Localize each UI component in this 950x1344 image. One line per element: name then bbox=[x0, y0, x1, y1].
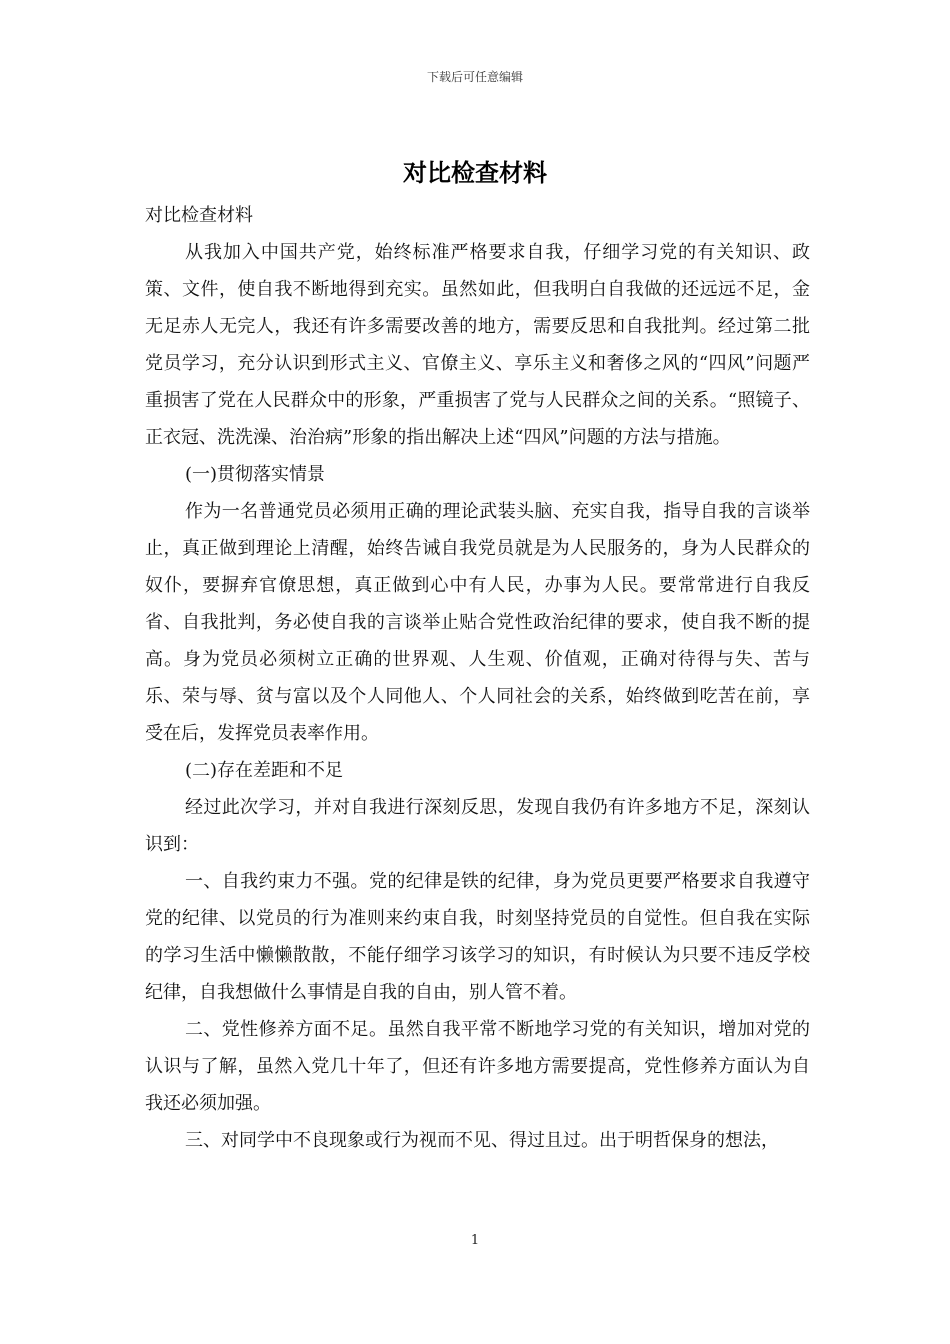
document-body bbox=[145, 197, 810, 1159]
paragraph-intro: 从我加入中国共产党，始终标准严格要求自我，仔细学习党的有关知识、政策、文件，使自我不断地得到充实。虽然如此，但我明白自我做的还远远不足，金无足赤人无完人，我还有许多需要改善的地方，需要反思和自我批判。经过第二批党员学习，充分认识到形式主义、官僚主义、享乐主义和奢侈之风的“四风”问题严重损害了党在人民群众中的形象，严重损害了党与人民群众之间的关系。“照镜子、正衣冠、洗洗澡、治治病”形象的指出解决上述“四风”问题的方法与措施。 bbox=[145, 242, 810, 448]
section-heading-implementation: (一)贯彻落实情景 bbox=[185, 464, 326, 485]
paragraph-gaps-intro: 经过此次学习，并对自我进行深刻反思，发现自我仍有许多地方不足，深刻认识到： bbox=[145, 797, 810, 855]
subtitle-line: 对比检查材料 bbox=[145, 205, 253, 226]
paragraph-implementation: 作为一名普通党员必须用正确的理论武装头脑、充实自我，指导自我的言谈举止，真正做到理论上清醒，始终告诫自我党员就是为人民服务的，身为人民群众的奴仆，要摒弃官僚思想，真正做到心中有人民，办事为人民。要常常进行自我反省、自我批判，务必使自我的言谈举止贴合党性政治纪律的要求，使自我不断的提高。身为党员必须树立正确的世界观、人生观、价值观，正确对待得与失、苦与乐、荣与辱、贫与富以及个人同他人、个人同社会的关系，始终做到吃苦在前，享受在后，发挥党员表率作用。 bbox=[145, 501, 810, 744]
paragraph-point-one: 一、自我约束力不强。党的纪律是铁的纪律，身为党员更要严格要求自我遵守党的纪律、以党员的行为准则来约束自我，时刻坚持党员的自觉性。但自我在实际的学习生活中懒懒散散，不能仔细学习该学习的知识，有时候认为只要不违反学校纪律，自我想做什么事情是自我的自由，别人管不着。 bbox=[145, 871, 810, 1003]
paragraph-point-two: 二、党性修养方面不足。虽然自我平常不断地学习党的有关知识，增加对党的认识与了解，虽然入党几十年了，但还有许多地方需要提高，党性修养方面认为自我还必须加强。 bbox=[145, 1019, 810, 1114]
document-title: 对比检查材料 bbox=[403, 158, 547, 187]
page-number: 1 bbox=[470, 1233, 480, 1248]
paragraph-point-three: 三、对同学中不良现象或行为视而不见、得过且过。出于明哲保身的想法， bbox=[185, 1130, 779, 1151]
header-note: 下载后可任意编辑 bbox=[426, 70, 523, 84]
section-heading-gaps: (二)存在差距和不足 bbox=[185, 760, 344, 781]
